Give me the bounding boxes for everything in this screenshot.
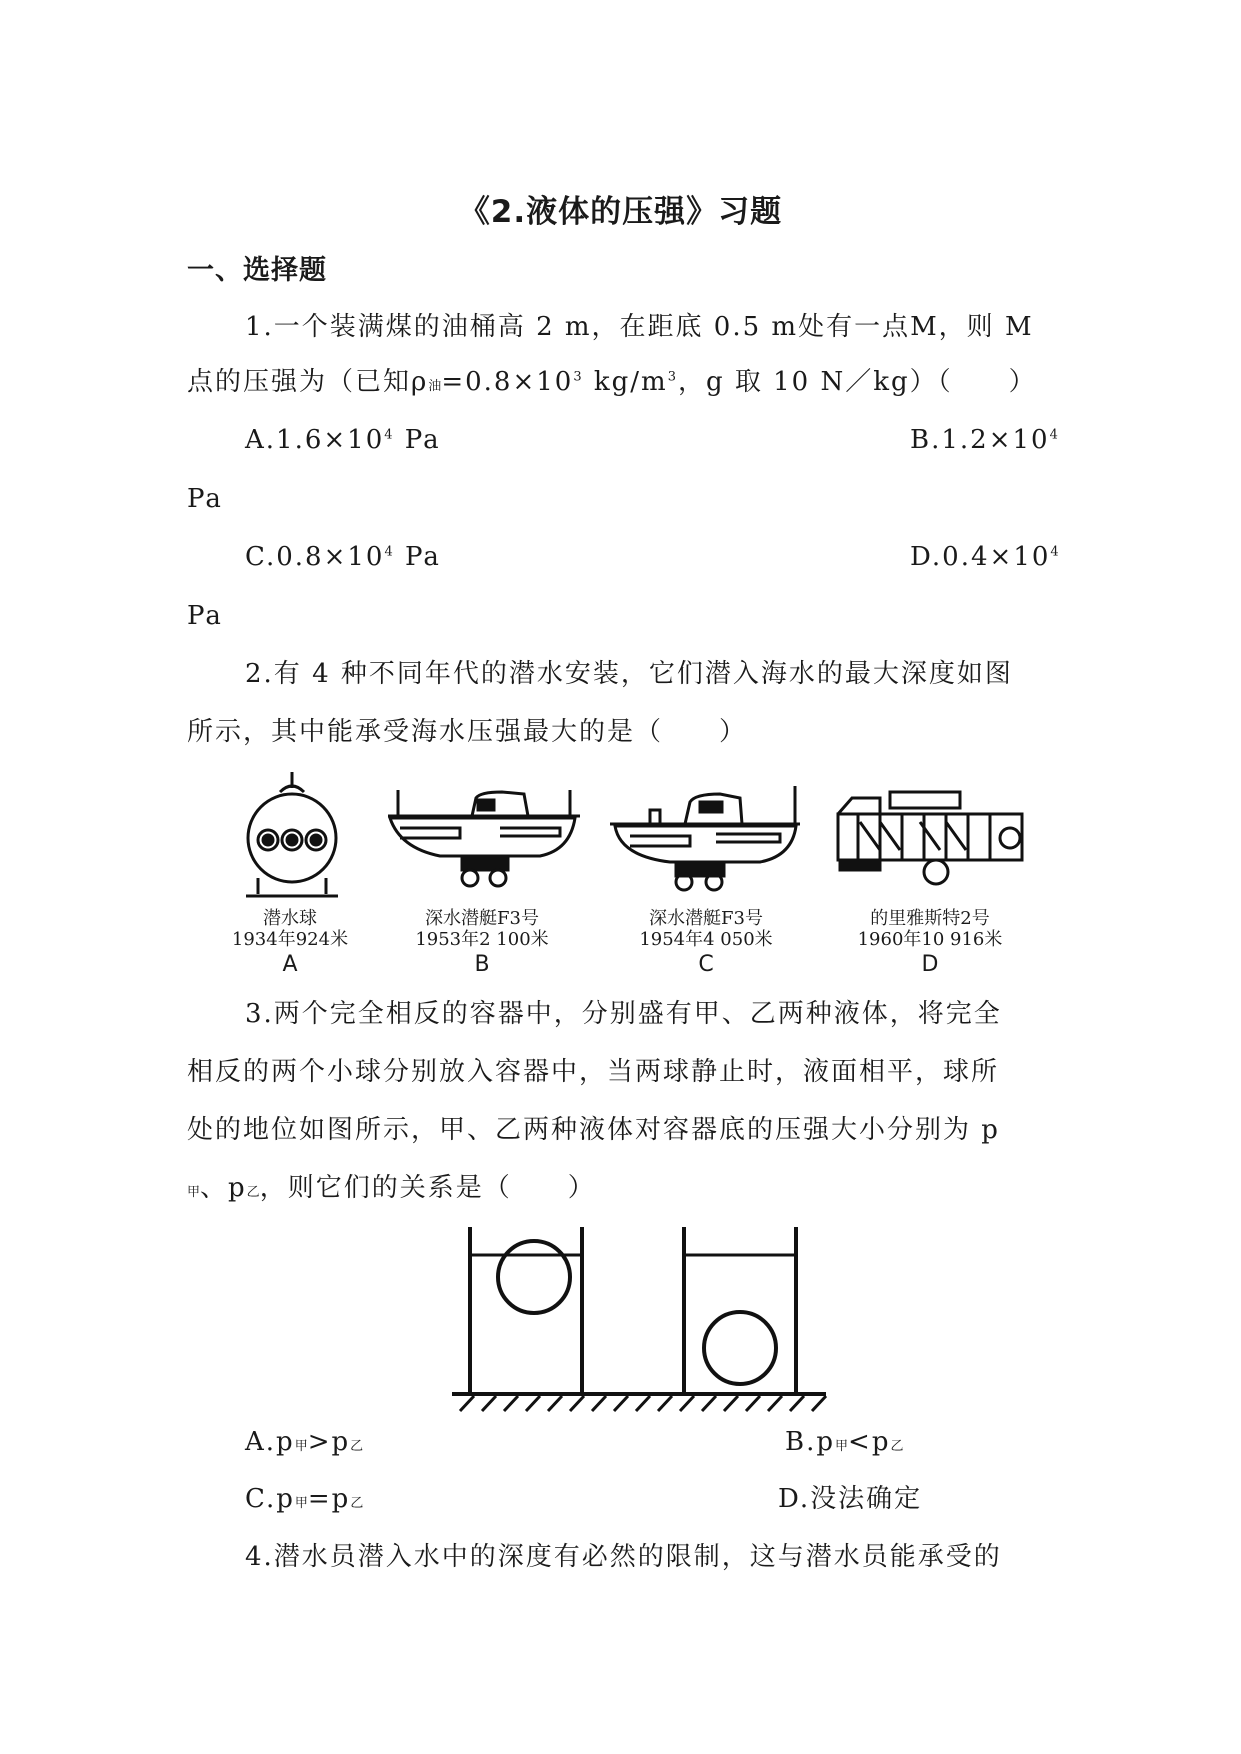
ball-left [498, 1241, 570, 1313]
q1-option-a: $A.1.6\times 10^4$ Pa [245, 425, 441, 455]
submarine-d-drawing [838, 792, 1022, 884]
q1-line1: 1.一个装满煤的油桶高 2 m，在距底 0.5 m处有一点M，则 M [245, 312, 1034, 342]
bathysphere-drawing [246, 772, 338, 896]
q1-option-b-unit: Pa [187, 484, 223, 514]
q3-line4: 甲、p乙，则它们的关系是（ ） [187, 1173, 596, 1203]
containers-figure [440, 1225, 840, 1415]
figure-d-letter: D [921, 952, 939, 977]
q3-option-c: C.p甲=p乙 [245, 1484, 364, 1514]
q4-line1: 4.潜水员潜入水中的深度有必然的限制，这与潜水员能承受的 [245, 1542, 1002, 1572]
q1-option-c: $C.0.8\times 10^4$ Pa [245, 542, 441, 572]
q1-option-d-unit: Pa [187, 601, 223, 631]
q1-option-b: $B.1.2\times 10^4$ [910, 425, 1060, 455]
q3-line1: 3.两个完全相反的容器中，分别盛有甲、乙两种液体，将完全 [245, 999, 1002, 1029]
section-heading: 一、选择题 [187, 255, 327, 286]
submarine-drawings [240, 770, 1030, 920]
q3-option-d: D.没法确定 [778, 1484, 923, 1514]
q1-line2: 点的压强为（已知ρ油$=0.8\times 10^3$ $kg/m^3$，g 取 10 N／kg）（ ） [187, 367, 1037, 397]
q3-line3: 处的地位如图所示，甲、乙两种液体对容器底的压强大小分别为 p [187, 1115, 1000, 1145]
page-title: 《2.液体的压强》习题 [458, 194, 783, 230]
q1-option-d: $D.0.4\times 10^4$ [910, 542, 1061, 572]
q2-line1: 2.有 4 种不同年代的潜水安装，它们潜入海水的最大深度如图 [245, 659, 1013, 689]
figure-b-caption: 深水潜艇F3号 1953年2 100米 [415, 908, 549, 950]
figure-d-caption: 的里雅斯特2号 1960年10 916米 [857, 908, 1003, 950]
figure-b-letter: B [474, 952, 490, 977]
submarine-b-drawing [388, 790, 580, 886]
submarine-c-drawing [610, 786, 800, 890]
q2-line2: 所示，其中能承受海水压强最大的是（ ） [187, 717, 748, 747]
figure-c-caption: 深水潜艇F3号 1954年4 050米 [639, 908, 773, 950]
q3-option-b: B.p甲<p乙 [785, 1427, 904, 1457]
q3-option-a: A.p甲>p乙 [245, 1427, 364, 1457]
figure-a-caption: 潜水球 1934年924米 [231, 908, 349, 950]
figure-a-letter: A [282, 952, 298, 977]
q3-line2: 相反的两个小球分别放入容器中，当两球静止时，液面相平，球所 [187, 1057, 1000, 1087]
ball-right [704, 1312, 776, 1384]
submarine-figure [231, 770, 1030, 980]
ground-hatching [460, 1396, 826, 1411]
figure-c-letter: C [698, 952, 714, 977]
container-left [470, 1227, 582, 1393]
